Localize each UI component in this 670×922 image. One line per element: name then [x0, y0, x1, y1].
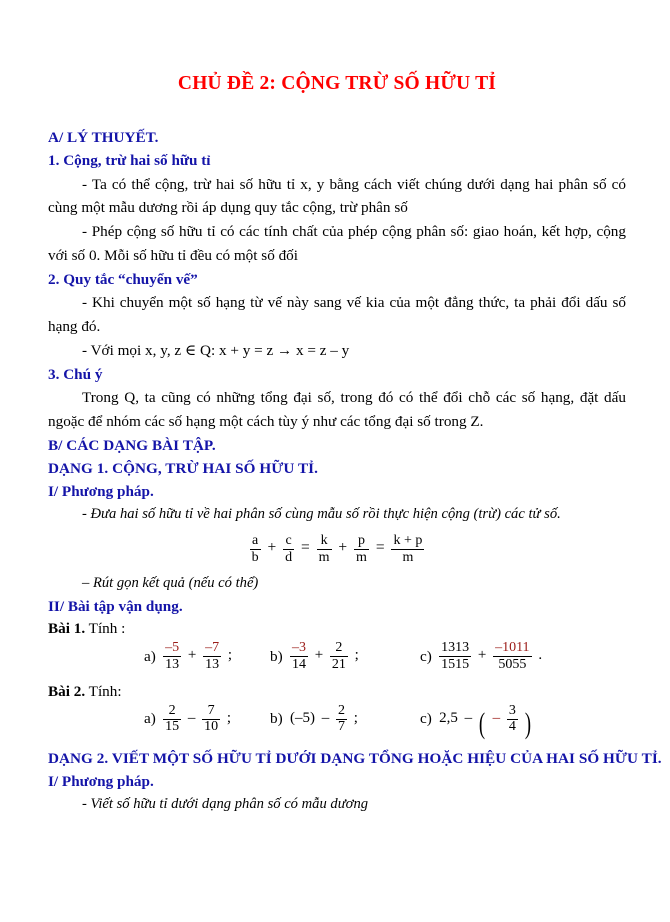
parenthesis-close: ): [525, 706, 532, 740]
fraction-denominator: 14: [291, 656, 306, 672]
formula-cong-phan-so: [48, 534, 626, 565]
item-marker: c): [420, 710, 432, 728]
heading-bai-tap-van-dung: II/ Bài tập vận dụng.: [48, 598, 183, 616]
bai-1-prompt-line: [48, 618, 626, 641]
fraction-k-over-m: [317, 534, 332, 565]
fraction-denominator: 5055: [498, 656, 527, 672]
dang1-method-line-2: – Rút gọn kết quả (nếu có thể): [82, 575, 259, 592]
fraction-second: [507, 704, 518, 735]
bai-1-item-a: [144, 641, 234, 672]
fraction-a-over-b: [250, 534, 261, 565]
expression: [438, 702, 534, 740]
bai-2-item-a: [144, 704, 233, 735]
operator: +: [477, 646, 487, 663]
operator: –: [187, 709, 196, 726]
item-marker: c): [420, 647, 432, 665]
formula-expression: [248, 534, 426, 565]
expression-terminator: .: [538, 646, 543, 663]
fraction-p-over-m: [354, 534, 369, 565]
fraction-numerator: a: [250, 534, 261, 550]
item-marker: b): [270, 710, 283, 728]
fraction-numerator: c: [283, 534, 294, 550]
bai-2-prompt-line: [48, 681, 626, 704]
heading-muc-3: 3. Chú ý: [48, 365, 103, 383]
paragraph-1-2: - Phép cộng số hữu tỉ có các tính chất của phép cộng phân số: giao hoán, kết hợp, cộng với số 0. Mỗi số hữu tỉ đều có một số đối: [48, 223, 626, 265]
expression: [288, 704, 359, 735]
expression-terminator: ;: [354, 646, 359, 663]
fraction-numerator: 2: [336, 704, 347, 720]
paragraph-2-1: - Khi chuyển một số hạng từ vế này sang vế kia của một đẳng thức, ta phải đổi dấu số hạng đó.: [48, 294, 626, 335]
expression: [162, 641, 234, 672]
fraction-denominator: 7: [337, 719, 345, 735]
operator-equals-1: =: [301, 539, 310, 557]
heading-muc-1: 1. Cộng, trừ hai số hữu tỉ: [48, 152, 211, 170]
fraction-second: [330, 641, 348, 672]
operator: +: [314, 646, 324, 663]
item-marker: a): [144, 710, 156, 728]
operator-plus-2: +: [338, 539, 348, 557]
fraction-numerator: k + p: [391, 534, 424, 550]
fraction-numerator: 2: [163, 704, 181, 720]
parenthesis-open: (: [479, 706, 486, 740]
bai-2-prompt: Tính:: [88, 682, 122, 700]
heading-dang-2: DẠNG 2. VIẾT MỘT SỐ HỮU TỈ DƯỚI DẠNG TỔNG HOẶC HIỆU CỦA HAI SỐ HỮU TỈ.: [48, 749, 662, 767]
fraction-second: [493, 641, 531, 672]
bai-2-item-c: [420, 702, 533, 740]
fraction-second: [202, 704, 220, 735]
fraction-first: [163, 704, 181, 735]
fraction-denominator: 13: [165, 656, 180, 672]
inner-sign: –: [492, 709, 501, 726]
bai-1-item-c: [420, 641, 544, 672]
expression: [162, 704, 233, 735]
fraction-denominator: 1515: [441, 656, 470, 672]
bai-2-label: Bài 2.: [48, 682, 86, 700]
heading-dang2-phuong-phap: I/ Phương pháp.: [48, 772, 154, 790]
fraction-first: [163, 641, 181, 672]
expression-terminator: ;: [227, 646, 232, 663]
fraction-numerator: –5: [163, 641, 181, 657]
item-marker: a): [144, 647, 156, 665]
fraction-numerator: –3: [290, 641, 308, 657]
expression: [438, 641, 544, 672]
paragraph-2-2: - Với mọi x, y, z ∈ Q: x + y = z → x = z – y: [82, 341, 350, 359]
item-marker: b): [270, 647, 283, 665]
dang1-method-line-1: - Đưa hai số hữu tỉ về hai phân số cùng mẫu số rồi thực hiện cộng (trừ) các tử số.: [82, 505, 561, 522]
dang2-method-line-1: - Viết số hữu tỉ dưới dạng phân số có mẫu dương: [82, 795, 369, 812]
fraction-denominator: 21: [331, 656, 346, 672]
fraction-numerator: 2: [330, 641, 348, 657]
heading-dang-1: DẠNG 1. CỘNG, TRỪ HAI SỐ HỮU TỈ.: [48, 459, 318, 477]
fraction-first: [439, 641, 471, 672]
fraction-numerator: –7: [203, 641, 221, 657]
operator-equals-2: =: [375, 539, 385, 557]
fraction-numerator: –1011: [493, 641, 531, 657]
fraction-denominator: 10: [204, 719, 219, 735]
fraction-second: [336, 704, 347, 735]
bai-2-item-b: [270, 704, 359, 735]
paragraph-3-1: Trong Q, ta cũng có những tổng đại số, trong đó có thể đổi chỗ các số hạng, đặt dấu ngoặc để nhóm các số hạng một cách tùy ý như các tổng đại số trong Z.: [48, 388, 626, 430]
heading-muc-2: 2. Quy tắc “chuyển vế”: [48, 271, 198, 289]
bai-1-item-b: [270, 641, 360, 672]
document-content: [48, 72, 662, 816]
fraction-denominator: d: [285, 549, 293, 565]
operator: +: [187, 646, 197, 663]
fraction-numerator: k: [317, 534, 332, 550]
fraction-c-over-d: [283, 534, 294, 565]
document-title: CHỦ ĐỀ 2: CỘNG TRỪ SỐ HỮU TỈ: [177, 73, 497, 94]
fraction-numerator: 7: [202, 704, 220, 720]
expression: [288, 641, 360, 672]
bai-1-exercise-row: [48, 641, 626, 681]
fraction-denominator: 15: [165, 719, 180, 735]
fraction-denominator: 13: [205, 656, 220, 672]
fraction-first: [290, 641, 308, 672]
operator: –: [464, 709, 473, 726]
paragraph-1-1: - Ta có thể cộng, trừ hai số hữu tỉ x, y bằng cách viết chúng dưới dạng hai phân số có cùng một mẫu dương rồi áp dụng quy tắc cộng, trừ phân số: [48, 175, 626, 217]
expression-terminator: ;: [353, 709, 358, 726]
fraction-k-plus-p-over-m: [391, 534, 424, 565]
heading-ly-thuyet: A/ LÝ THUYẾT.: [48, 129, 159, 147]
operand-leading: 2,5: [439, 709, 458, 726]
fraction-numerator: p: [354, 534, 369, 550]
operator-plus-1: +: [267, 539, 277, 557]
bai-1-label: Bài 1.: [48, 620, 86, 638]
fraction-numerator: 3: [507, 704, 518, 720]
fraction-numerator: 1313: [439, 641, 471, 657]
heading-dang1-phuong-phap: I/ Phương pháp.: [48, 482, 154, 500]
bai-2-exercise-row: [48, 704, 626, 744]
fraction-denominator: b: [251, 549, 259, 565]
fraction-second: [203, 641, 221, 672]
fraction-denominator: m: [402, 549, 414, 565]
expression-terminator: ;: [226, 709, 232, 726]
fraction-denominator: m: [356, 549, 367, 565]
operand-leading: (–5): [289, 709, 315, 726]
fraction-denominator: 4: [508, 719, 516, 735]
fraction-denominator: m: [318, 549, 330, 565]
heading-cac-dang-bai-tap: B/ CÁC DẠNG BÀI TẬP.: [48, 436, 216, 454]
bai-1-prompt: Tính :: [88, 620, 126, 638]
operator: –: [321, 709, 330, 726]
